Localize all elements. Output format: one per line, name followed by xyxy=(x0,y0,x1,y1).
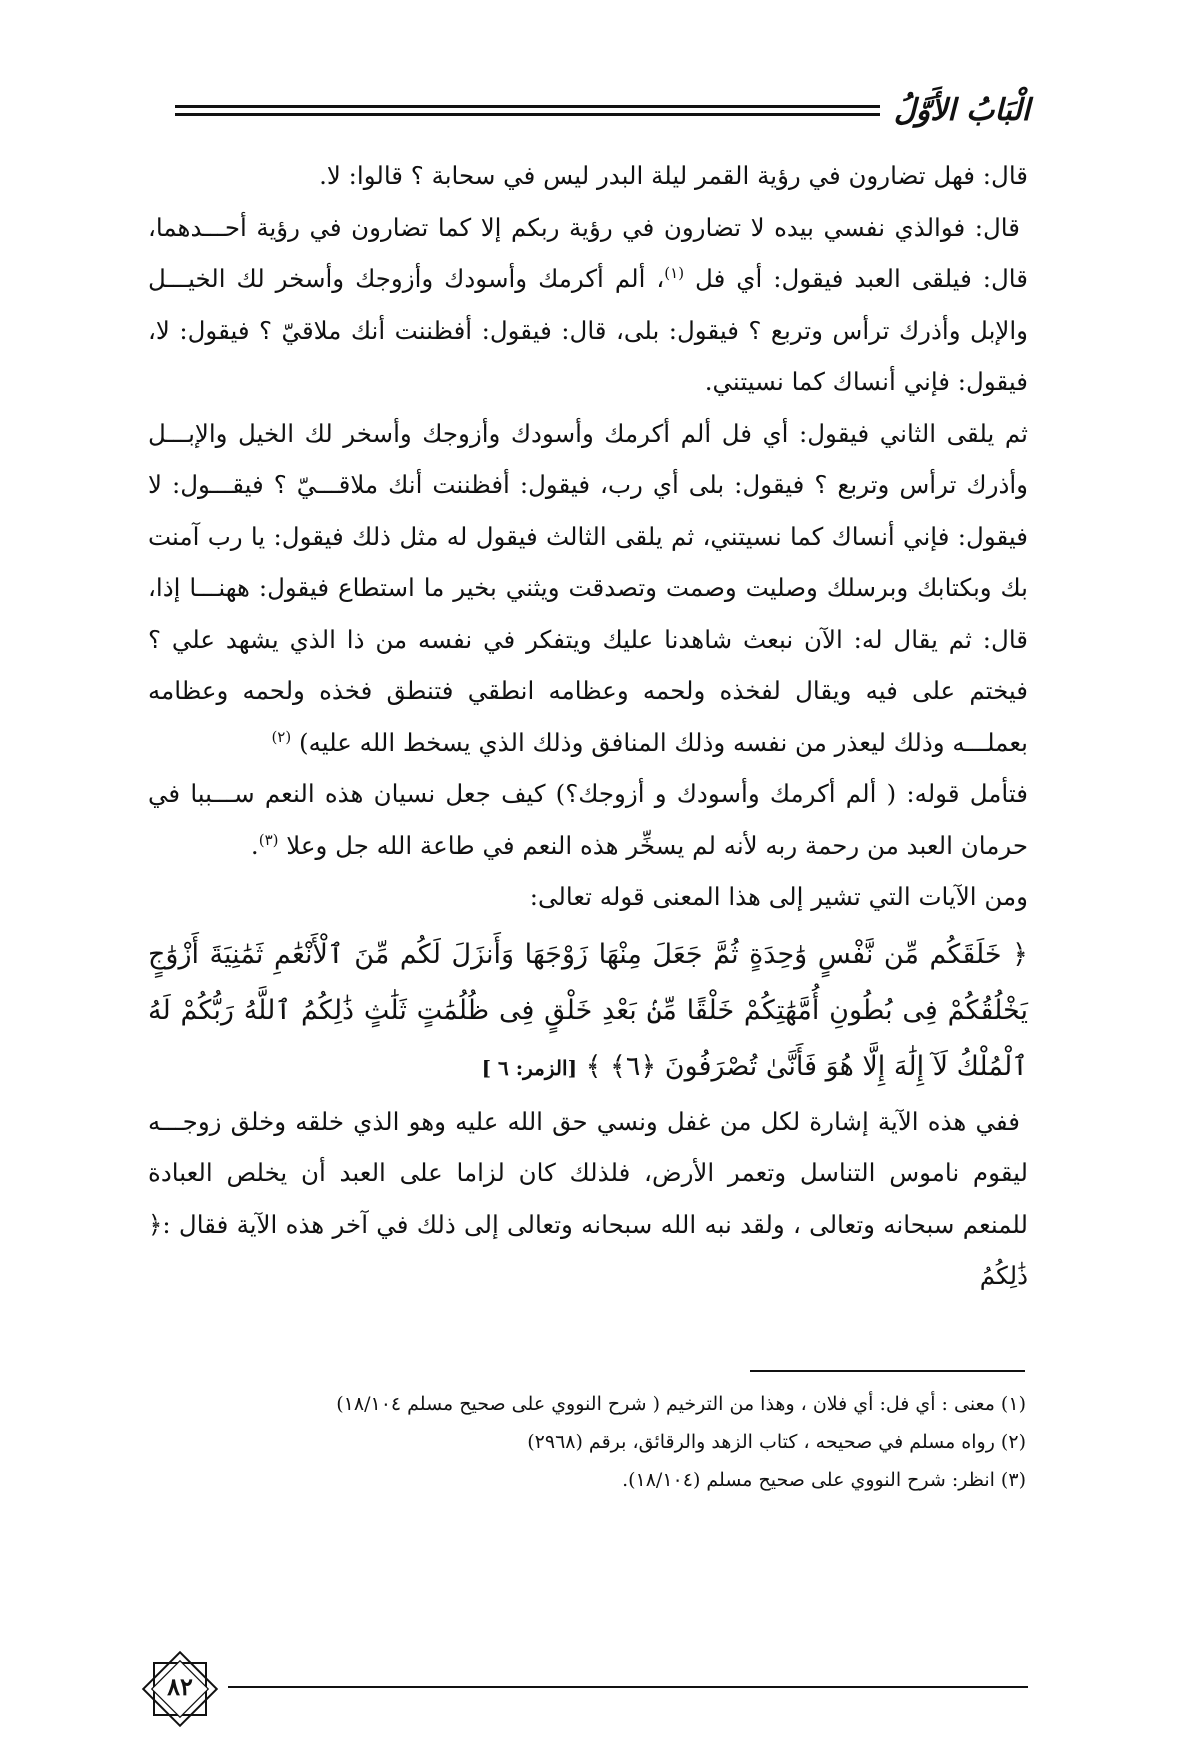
main-text xyxy=(148,150,1028,1302)
paragraph-4: فتأمل قوله: ( ألم أكرمك وأسودك و أزوجك؟) كيف جعل نسيان هذه النعم ســـببا في حرمان العبد من رحمة ربه لأنه لم يسخِّر هذه النعم في طاعة الله جل وعلا $^{(٣)}$. xyxy=(148,779,1028,860)
footnote-1: (١) معنى : أي فل: أي فلان ، وهذا من الترخيم ( شرح النووي على صحيح مسلم ١٨/١٠٤) xyxy=(336,1393,1026,1415)
footnote-3: (٣) انظر: شرح النووي على صحيح مسلم (١٨/١٠٤). xyxy=(622,1469,1026,1491)
verse-text: ﴿ خَلَقَكُم مِّن نَّفْسٍ وَٰحِدَةٍ ثُمَّ جَعَلَ مِنْهَا زَوْجَهَا وَأَنزَلَ لَكُم مِّنَ ٱلْأَنْعَٰمِ ثَمَٰنِيَةَ أَزْوَٰجٍ يَخْلُقُكُمْ فِى بُطُونِ أُمَّهَٰتِكُمْ خَلْقًا مِّنۢ بَعْدِ خَلْقٍ فِى ظُلُمَٰتٍ ثَلَٰثٍ ذَٰلِكُمُ ٱللَّهُ رَبُّكُمْ لَهُ ٱلْمُلْكُ لَآ إِلَٰهَ إِلَّا هُوَ فَأَنَّىٰ تُصْرَفُونَ ﴿٦﴾ ﴾ xyxy=(148,938,1028,1082)
paragraph-5: ومن الآيات التي تشير إلى هذا المعنى قوله تعالى: xyxy=(529,882,1028,911)
footer-rule xyxy=(228,1686,1028,1688)
footnote-ref-1[interactable]: (١) xyxy=(664,263,685,282)
chapter-title: الْبَابُ الأَوَّلُ xyxy=(893,92,1030,128)
verse-reference: [الزمر: ٦ ] xyxy=(481,1055,578,1080)
paragraph-2: قال: فوالذي نفسي بيده لا تضارون في رؤية ربكم إلا كما تضارون في رؤية أحـــدهما، قال: فيلقى العبد فيقول: أي فل $^{(١)}$، ألم أكرمك وأسودك وأزوجك وأسخر لك الخيـــل والإبل وأذرك ترأس وتربع ؟ فيقول: بلى، قال: فيقول: أفظننت أنك ملاقيّ ؟ فيقول: لا، فيقول: فإني أنساك كما نسيتني. xyxy=(148,212,1028,396)
footnote-ref-3[interactable]: (٣) xyxy=(258,830,279,849)
page-header xyxy=(175,88,1030,132)
header-rule xyxy=(175,105,880,116)
footnote-2: (٢) رواه مسلم في صحيحه ، كتاب الزهد والرقائق، برقم (٢٩٦٨) xyxy=(527,1431,1026,1453)
quran-verse xyxy=(148,923,1028,1096)
footnotes xyxy=(200,1385,1026,1499)
paragraph-6: ففي هذه الآية إشارة لكل من غفل ونسي حق الله عليه وهو الذي خلقه وخلق زوجـــه ليقوم ناموس التناسل وتعمر الأرض، فلذلك كان لزاما على العبد أن يخلص العبادة للمنعم سبحانه وتعالى ، ولقد نبه الله سبحانه وتعالى إلى ذلك في آخر هذه الآية فقال :﴿ ذَٰلِكُمُ xyxy=(148,1106,1028,1290)
footnote-ref-2[interactable]: (٢) xyxy=(271,727,292,746)
paragraph-3: ثم يلقى الثاني فيقول: أي فل ألم أكرمك وأسودك وأزوجك وأسخر لك الخيل والإبـــل وأذرك ترأس وتربع ؟ فيقول: بلى أي رب، فيقول: أفظننت أنك ملاقـــيّ ؟ فيقـــول: لا فيقول: فإني أنساك كما نسيتني، ثم يلقى الثالث فيقول له مثل ذلك فيقول: يا رب آمنت بك وبكتابك وبرسلك وصليت وصمت وتصدقت ويثني بخير ما استطاع فيقول: ههنـــا إذا، قال: ثم يقال له: الآن نبعث شاهدنا عليك ويتفكر في نفسه من ذا الذي يشهد علي ؟ فيختم على فيه ويقال لفخذه ولحمه وعظامه انطقي فتنطق فخذه ولحمه وعظامه بعملـــه وذلك ليعذر من نفسه وذلك المنافق وذلك الذي يسخط الله عليه) $^{(٢)}$ xyxy=(148,418,1028,757)
footnote-separator xyxy=(750,1370,1025,1372)
page-number: ٨٢ xyxy=(167,1672,193,1701)
paragraph-1: قال: فهل تضارون في رؤية القمر ليلة البدر ليس في سحابة ؟ قالوا: لا. xyxy=(319,161,1028,190)
